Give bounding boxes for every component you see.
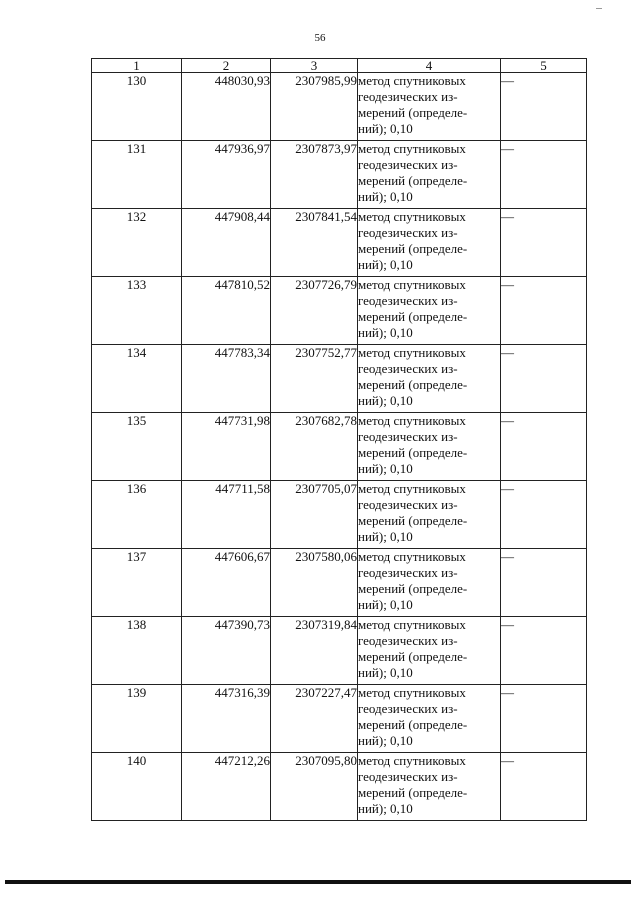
point-number-cell: 130 [92, 73, 182, 141]
method-cell [358, 277, 501, 345]
method-text-line: мерений (определе- [358, 241, 468, 256]
x-coordinate-cell: 447606,67 [182, 549, 271, 617]
method-cell [358, 481, 501, 549]
note-cell [501, 73, 587, 141]
method-text-line: ний); 0,10 [358, 121, 413, 136]
point-number-cell: 139 [92, 685, 182, 753]
method-text-line: геодезических из- [358, 565, 458, 580]
method-text-line: ний); 0,10 [358, 529, 413, 544]
table-row [92, 413, 587, 481]
method-text-line: мерений (определе- [358, 173, 468, 188]
method-text-line: геодезических из- [358, 429, 458, 444]
method-text-line: мерений (определе- [358, 513, 468, 528]
y-coordinate-cell: 2307873,97 [271, 141, 358, 209]
note-cell [501, 617, 587, 685]
method-cell [358, 141, 501, 209]
bottom-rule [5, 880, 631, 884]
method-text-line: ний); 0,10 [358, 189, 413, 204]
note-dash: — [501, 345, 514, 360]
table-body [92, 73, 587, 821]
note-dash: — [501, 413, 514, 428]
note-dash: — [501, 141, 514, 156]
method-text-line: ний); 0,10 [358, 801, 413, 816]
table-header [92, 59, 587, 73]
method-cell [358, 685, 501, 753]
table-row [92, 617, 587, 685]
note-cell [501, 549, 587, 617]
y-coordinate-cell: 2307841,54 [271, 209, 358, 277]
y-coordinate-cell: 2307580,06 [271, 549, 358, 617]
point-number-cell: 136 [92, 481, 182, 549]
x-coordinate-cell: 447390,73 [182, 617, 271, 685]
y-coordinate-cell: 2307095,80 [271, 753, 358, 821]
x-coordinate-cell: 447711,58 [182, 481, 271, 549]
header-cell-3: 3 [271, 59, 358, 73]
note-dash: — [501, 209, 514, 224]
point-number-cell: 138 [92, 617, 182, 685]
method-text-line: мерений (определе- [358, 105, 468, 120]
note-cell [501, 413, 587, 481]
coordinates-table [91, 58, 587, 821]
table-row [92, 141, 587, 209]
method-text-line: геодезических из- [358, 89, 458, 104]
header-cell-2: 2 [182, 59, 271, 73]
method-cell [358, 617, 501, 685]
method-text-line: ний); 0,10 [358, 461, 413, 476]
note-cell [501, 277, 587, 345]
method-text-line: метод спутниковых [358, 209, 466, 224]
method-text-line: метод спутниковых [358, 481, 466, 496]
point-number-cell: 131 [92, 141, 182, 209]
y-coordinate-cell: 2307682,78 [271, 413, 358, 481]
table-row [92, 277, 587, 345]
method-text-line: геодезических из- [358, 225, 458, 240]
note-dash: — [501, 481, 514, 496]
x-coordinate-cell: 447731,98 [182, 413, 271, 481]
method-text-line: ний); 0,10 [358, 325, 413, 340]
method-text-line: ний); 0,10 [358, 597, 413, 612]
x-coordinate-cell: 448030,93 [182, 73, 271, 141]
method-cell [358, 345, 501, 413]
method-text-line: метод спутниковых [358, 413, 466, 428]
table-row [92, 345, 587, 413]
x-coordinate-cell: 447316,39 [182, 685, 271, 753]
point-number-cell: 137 [92, 549, 182, 617]
method-text-line: геодезических из- [358, 497, 458, 512]
method-text-line: ний); 0,10 [358, 733, 413, 748]
method-text-line: метод спутниковых [358, 277, 466, 292]
table-row [92, 209, 587, 277]
method-cell [358, 413, 501, 481]
method-text-line: мерений (определе- [358, 649, 468, 664]
note-dash: — [501, 549, 514, 564]
y-coordinate-cell: 2307705,07 [271, 481, 358, 549]
table-row [92, 481, 587, 549]
x-coordinate-cell: 447783,34 [182, 345, 271, 413]
note-dash: — [501, 73, 514, 88]
method-cell [358, 73, 501, 141]
point-number-cell: 135 [92, 413, 182, 481]
method-text-line: ний); 0,10 [358, 665, 413, 680]
method-cell [358, 549, 501, 617]
point-number-cell: 132 [92, 209, 182, 277]
y-coordinate-cell: 2307319,84 [271, 617, 358, 685]
note-cell [501, 481, 587, 549]
method-text-line: геодезических из- [358, 701, 458, 716]
method-cell [358, 753, 501, 821]
scan-mark [596, 8, 602, 9]
x-coordinate-cell: 447212,26 [182, 753, 271, 821]
method-text-line: метод спутниковых [358, 141, 466, 156]
table-row [92, 549, 587, 617]
y-coordinate-cell: 2307752,77 [271, 345, 358, 413]
note-dash: — [501, 617, 514, 632]
header-cell-4: 4 [358, 59, 501, 73]
method-text-line: геодезических из- [358, 293, 458, 308]
method-text-line: мерений (определе- [358, 309, 468, 324]
header-row [92, 59, 587, 73]
y-coordinate-cell: 2307227,47 [271, 685, 358, 753]
page-number: 56 [314, 32, 326, 44]
header-cell-1: 1 [92, 59, 182, 73]
method-cell [358, 209, 501, 277]
method-text-line: метод спутниковых [358, 617, 466, 632]
method-text-line: ний); 0,10 [358, 257, 413, 272]
method-text-line: мерений (определе- [358, 581, 468, 596]
y-coordinate-cell: 2307726,79 [271, 277, 358, 345]
method-text-line: мерений (определе- [358, 377, 468, 392]
note-cell [501, 753, 587, 821]
method-text-line: метод спутниковых [358, 73, 466, 88]
note-cell [501, 141, 587, 209]
method-text-line: мерений (определе- [358, 717, 468, 732]
note-cell [501, 685, 587, 753]
x-coordinate-cell: 447936,97 [182, 141, 271, 209]
method-text-line: метод спутниковых [358, 549, 466, 564]
method-text-line: метод спутниковых [358, 753, 466, 768]
note-cell [501, 345, 587, 413]
point-number-cell: 134 [92, 345, 182, 413]
method-text-line: мерений (определе- [358, 445, 468, 460]
point-number-cell: 140 [92, 753, 182, 821]
x-coordinate-cell: 447908,44 [182, 209, 271, 277]
y-coordinate-cell: 2307985,99 [271, 73, 358, 141]
method-text-line: геодезических из- [358, 633, 458, 648]
note-dash: — [501, 685, 514, 700]
method-text-line: геодезических из- [358, 157, 458, 172]
method-text-line: геодезических из- [358, 769, 458, 784]
x-coordinate-cell: 447810,52 [182, 277, 271, 345]
method-text-line: геодезических из- [358, 361, 458, 376]
point-number-cell: 133 [92, 277, 182, 345]
table-row [92, 685, 587, 753]
method-text-line: метод спутниковых [358, 685, 466, 700]
note-cell [501, 209, 587, 277]
header-cell-5: 5 [501, 59, 587, 73]
note-dash: — [501, 277, 514, 292]
method-text-line: ний); 0,10 [358, 393, 413, 408]
method-text-line: метод спутниковых [358, 345, 466, 360]
table-row [92, 73, 587, 141]
method-text-line: мерений (определе- [358, 785, 468, 800]
note-dash: — [501, 753, 514, 768]
table-row [92, 753, 587, 821]
